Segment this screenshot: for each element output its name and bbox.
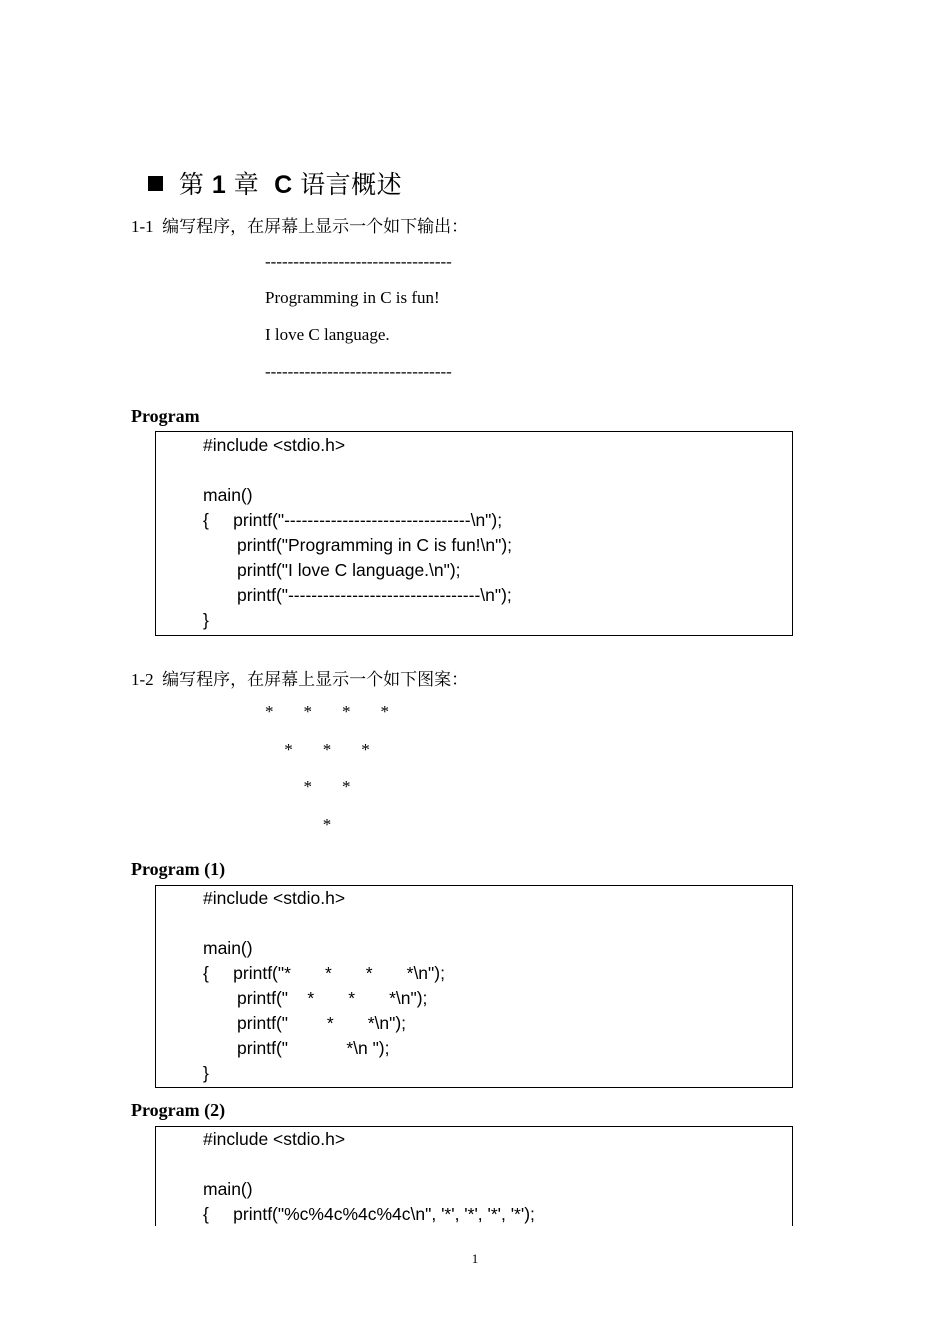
code-line: { printf("%c%4c%4c%4c\n", '*', '*', '*', '*'); <box>203 1204 535 1224</box>
code-line: { printf("--------------------------------\n"); <box>203 510 503 530</box>
page-number: 1 <box>471 1251 479 1266</box>
pattern-star: * <box>380 702 389 721</box>
pattern-star: * <box>342 702 351 721</box>
code-line: printf("---------------------------------\n"); <box>203 585 512 605</box>
output-line: --------------------------------- <box>265 362 452 381</box>
pattern-star: * <box>265 702 274 721</box>
code-line: #include <stdio.h> <box>203 1129 346 1149</box>
code-line: } <box>203 610 209 630</box>
code-line: printf(" * * *\n"); <box>203 988 428 1008</box>
code-line: printf("I love C language.\n"); <box>203 560 461 580</box>
code-block-1-2-b <box>155 1126 793 1226</box>
chapter-name: 语言概述 <box>300 171 403 199</box>
code-line: main() <box>203 1179 253 1199</box>
black-square-icon <box>148 176 163 191</box>
chapter-title <box>133 136 402 201</box>
output-line: Programming in C is fun! <box>265 288 440 307</box>
code-line: { printf("* * * *\n"); <box>203 963 445 983</box>
chapter-letter: C <box>274 171 293 199</box>
code-line: printf(" * *\n"); <box>203 1013 407 1033</box>
output-line: I love C language. <box>265 325 390 344</box>
code-block-1-2-a <box>155 885 793 1088</box>
code-line: } <box>203 1063 209 1083</box>
code-line: printf("Programming in C is fun!\n"); <box>203 535 513 555</box>
pattern-star: * <box>303 777 312 796</box>
pattern-star: * <box>322 814 332 834</box>
code-line: #include <stdio.h> <box>203 435 346 455</box>
pattern-star: * <box>342 777 351 796</box>
output-line: --------------------------------- <box>265 252 452 271</box>
pattern-star: * <box>322 739 332 759</box>
pattern-star: * <box>361 739 370 759</box>
program-label: Program <box>131 406 200 426</box>
code-line: printf(" *\n "); <box>203 1038 390 1058</box>
pattern-star: * <box>303 702 312 721</box>
code-line: main() <box>203 485 253 505</box>
chapter-suffix: 章 <box>233 171 260 199</box>
chapter-prefix: 第 <box>178 171 205 199</box>
question-1-2: 1-2 编写程序，在屏幕上显示一个如下图案： <box>131 670 469 689</box>
program-1-label: Program (1) <box>131 859 226 879</box>
code-block-1-1 <box>155 431 793 636</box>
code-line: main() <box>203 938 253 958</box>
pattern-star: * <box>284 739 293 759</box>
code-line: #include <stdio.h> <box>203 888 346 908</box>
question-1-1: 1-1 编写程序，在屏幕上显示一个如下输出： <box>131 217 469 236</box>
program-2-label: Program (2) <box>131 1100 226 1120</box>
chapter-number: 1 <box>211 171 227 199</box>
